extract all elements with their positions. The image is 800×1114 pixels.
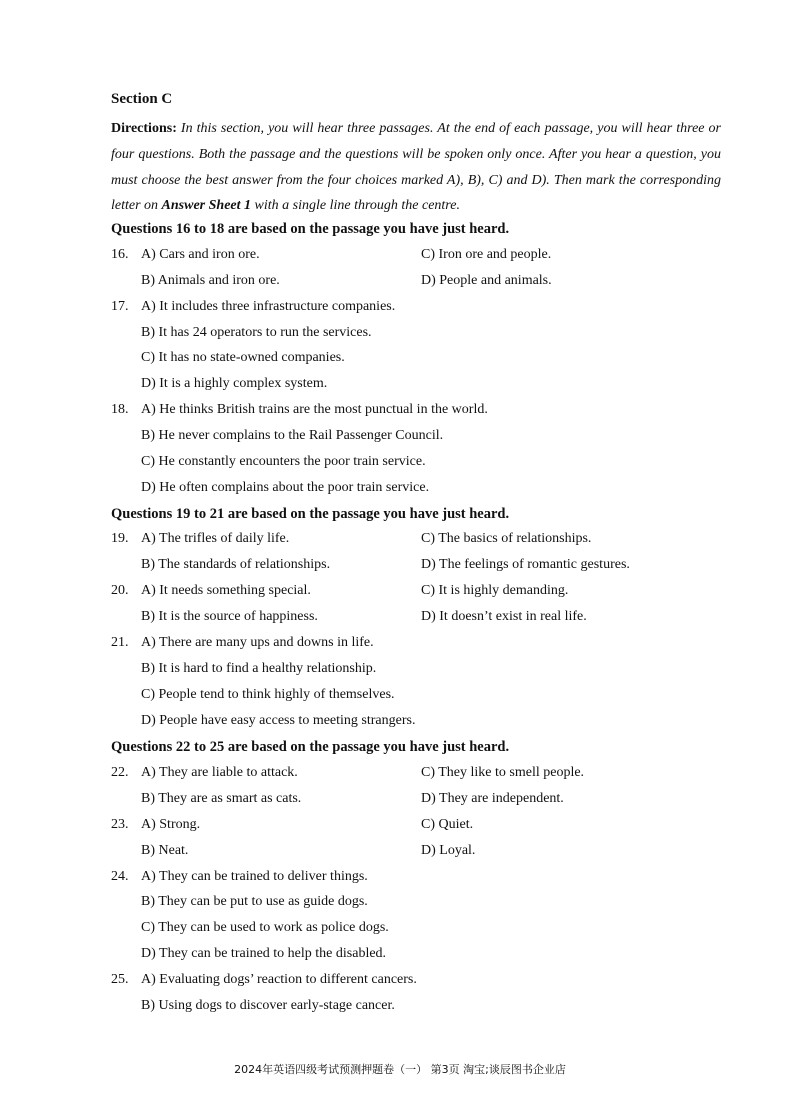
q25-option-a[interactable]: A) Evaluating dogs’ reaction to different cancers. [141,972,417,987]
q18-option-c[interactable]: C) He constantly encounters the poor train service. [141,454,426,469]
q20-option-d[interactable]: D) It doesn’t exist in real life. [421,609,587,624]
q21-option-a[interactable]: A) There are many ups and downs in life. [141,635,374,650]
question-number-16: 16. [111,247,129,262]
question-number-19: 19. [111,531,129,546]
q20-option-b[interactable]: B) It is the source of happiness. [141,609,318,624]
q24-option-d[interactable]: D) They can be trained to help the disabled. [141,946,387,961]
q16-option-a[interactable]: A) Cars and iron ore. [141,247,260,262]
q19-option-b[interactable]: B) The standards of relationships. [141,557,331,572]
q19-option-a[interactable]: A) The trifles of daily life. [141,531,290,546]
q21-option-b[interactable]: B) It is hard to find a healthy relationship. [141,661,377,676]
q16-option-c[interactable]: C) Iron ore and people. [421,247,552,262]
page-footer: 2024年英语四级考试预测押题卷（一） 第3页 淘宝;谈辰图书企业店 [234,1063,566,1076]
q23-option-d[interactable]: D) Loyal. [421,843,476,858]
section-title: Section C [111,91,173,107]
question-number-21: 21. [111,635,129,650]
q17-option-b[interactable]: B) It has 24 operators to run the services. [141,325,372,340]
q20-option-a[interactable]: A) It needs something special. [141,583,311,598]
q17-option-d[interactable]: D) It is a highly complex system. [141,376,328,391]
q22-option-c[interactable]: C) They like to smell people. [421,765,585,780]
question-number-20: 20. [111,583,129,598]
q19-option-c[interactable]: C) The basics of relationships. [421,531,592,546]
group-title-2: Questions 19 to 21 are based on the passage you have just heard. [111,506,510,522]
question-number-18: 18. [111,402,129,417]
q19-option-d[interactable]: D) The feelings of romantic gestures. [421,557,630,572]
q21-option-d[interactable]: D) People have easy access to meeting strangers. [141,713,416,728]
group-title-1: Questions 16 to 18 are based on the passage you have just heard. [111,221,510,237]
q23-option-b[interactable]: B) Neat. [141,843,189,858]
group-title-3: Questions 22 to 25 are based on the passage you have just heard. [111,739,510,755]
q22-option-b[interactable]: B) They are as smart as cats. [141,791,302,806]
q23-option-c[interactable]: C) Quiet. [421,817,474,832]
directions-separator: : [172,121,181,136]
answer-sheet-ref: Answer Sheet 1 [161,198,252,214]
q18-option-b[interactable]: B) He never complains to the Rail Passenger Council. [141,428,444,443]
q25-option-b[interactable]: B) Using dogs to discover early-stage cancer. [141,998,395,1013]
q18-option-a[interactable]: A) He thinks British trains are the most punctual in the world. [141,402,488,417]
directions-text-1: In this section, you will hear three passages. At the end of each passage, you will hear three or four questions. Both the passage and the questions will be spoken only once. After you hear a question, you must choose the best answer from the four choices marked A), B), C) and D). Then mark the corresponding letter on [111,121,721,214]
question-number-17: 17. [111,299,129,314]
q24-option-b[interactable]: B) They can be put to use as guide dogs. [141,894,368,909]
q21-option-c[interactable]: C) People tend to think highly of themselves. [141,687,395,702]
directions-text-2: with a single line through the centre. [251,198,460,214]
q22-option-a[interactable]: A) They are liable to attack. [141,765,298,780]
question-number-24: 24. [111,869,129,884]
directions-label: Directions [111,121,173,136]
question-number-23: 23. [111,817,129,832]
question-number-25: 25. [111,972,129,987]
q22-option-d[interactable]: D) They are independent. [421,791,564,806]
q18-option-d[interactable]: D) He often complains about the poor train service. [141,480,430,495]
directions [111,116,721,219]
q23-option-a[interactable]: A) Strong. [141,817,201,832]
q16-option-d[interactable]: D) People and animals. [421,273,552,288]
q16-option-b[interactable]: B) Animals and iron ore. [141,273,280,288]
question-number-22: 22. [111,765,129,780]
q24-option-c[interactable]: C) They can be used to work as police dogs. [141,920,389,935]
q17-option-c[interactable]: C) It has no state-owned companies. [141,350,345,365]
q17-option-a[interactable]: A) It includes three infrastructure companies. [141,299,396,314]
q20-option-c[interactable]: C) It is highly demanding. [421,583,569,598]
q24-option-a[interactable]: A) They can be trained to deliver things. [141,869,368,884]
